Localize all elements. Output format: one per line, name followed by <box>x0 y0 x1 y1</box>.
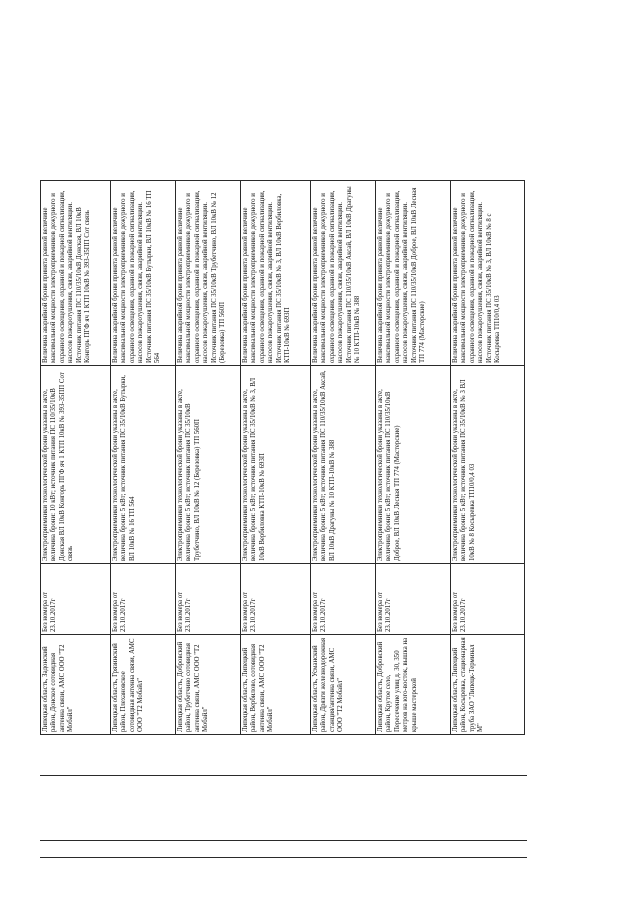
act-cell: Без номера от 23.10.2017г <box>41 564 110 634</box>
tech-reserve-cell: Электроприемники технологической брони указаны в акте, величина брони: 5 кВт; источник питания ПС 35/10кВ Трубетчино, ВЛ 10кВ № 12 (Березовка) ТП 560П <box>176 366 240 563</box>
act-cell: Без номера от 23.10.2017г <box>111 564 175 634</box>
tech-reserve-cell: Электроприемники технологической брони указаны в акте, величина брони: 5 кВт; источник питания ПС 35/10кВ № 3 ВЛ 10кВ № 8 Косыревка ТП10/0,4 03 <box>451 366 524 563</box>
location-cell: Липецкая область, Липецкий район, Вербилово, сотовидная антенна связи, АМС ООО "Т2 Мобайл" <box>241 635 310 734</box>
act-cell: Без номера от 23.10.2017г <box>311 564 375 634</box>
location-cell: Липецкая область, Добровский район, Крутое село, Пересечение улиц д. 30, 350 метров на юго-восток, вышка на крыше мастерской <box>376 635 450 734</box>
act-cell: Без номера от 23.10.2017г <box>241 564 310 634</box>
emergency-reserve-cell: Величина аварийной брони принята равной величине максимальной мощности электроприемников дежурного и охранного освещения, охранной и пожарной сигнализации, насосов пожаротушения, связи, аварийной вентиляции. Источник питания ПС 35/10кВ № 3, ВЛ 10кВ № 8 с Косыревка ТП10/0,4 03 <box>451 181 524 365</box>
location-cell: Липецкая область, Усманский район, Дрязги железнодорожная станция/антенна связи, АМС ООО "Т2 Мобайл" <box>311 635 375 734</box>
emergency-reserve-cell: Величина аварийной брони принята равной величине максимальной мощности электроприемников дежурного и охранного освещения, охранной и пожарной сигнализации, насосов пожаротушения, связи, аварийной вентиляции. Источник питания ПС 35/10кВ Бутырки, ВЛ 10кВ № 16 ТП 564 <box>111 181 175 365</box>
location-cell: Липецкая область, Грязинский район, Плехановское сотовидная антенна связи, АМС ООО "Т2 Мобайл" <box>111 635 175 734</box>
divider-line <box>40 775 527 776</box>
act-cell: Без номера от 23.10.2017г <box>176 564 240 634</box>
act-cell: Без номера от 23.10.2017г <box>376 564 450 634</box>
divider-line <box>40 857 527 858</box>
emergency-reserve-cell: Величина аварийной брони принята равной величине максимальной мощности электроприемников дежурного и охранного освещения, охранной и пожарной сигнализации, насосов пожаротушения, связи, аварийной вентиляции. Источник питания ПС 35/10кВ № 3, ВЛ 10кВ Вербиловка, КТП-10кВ № 693П <box>241 181 310 365</box>
location-cell: Липецкая область, Липецкий район, Косыревка, стационарная труба ЗАО "Липецк-Терминал М" <box>451 635 524 734</box>
act-cell: Без номера от 23.10.2017г <box>451 564 524 634</box>
emergency-reserve-cell: Величина аварийной брони принята равной величине максимальной мощности электроприемников дежурного и охранного освещения, охранной и пожарной сигнализации, насосов пожаротушения, связи, аварийной вентиляции. Источник питания ПС 110/35/10кВ Аксай, ВЛ 10кВ Драгуны № 10 КТП-10кВ № 388 <box>311 181 375 365</box>
tech-reserve-cell: Электроприемники технологической брони указаны в акте, величина брони: 5 кВт; источник питания ПС 110/35/10кВ Доброе, ВЛ 10кВ Лесная ТП 774 (Мастерские) <box>376 366 450 563</box>
tech-reserve-cell: Электроприемники технологической брони указаны в акте, величина брони: 5 кВт; источник питания ПС 35/10кВ Бутырки, ВЛ 10кВ № 16 ТП 564 <box>111 366 175 563</box>
tech-reserve-cell: Электроприемники технологической брони указаны в акте, величина брони: 5 кВт; источник питания ПС 35/10кВ № 3, ВЛ 10кВ Вербиловка КТП-10кВ № 693П <box>241 366 310 563</box>
emergency-reserve-cell: Величина аварийной брони принята равной величине максимальной мощности электроприемников дежурного и охранного освещения, охранной и пожарной сигнализации, насосов пожаротушения, связи, аварийной вентиляции. Источник питания ПС 110/35/10кВ Донская, ВЛ 10кВ Конгорь ПГФ яч 1 КТП 10кВ № 393-35ПП Сот связь <box>41 181 110 365</box>
emergency-reserve-cell: Величина аварийной брони принята равной величине максимальной мощности электроприемников дежурного и охранного освещения, охранной и пожарной сигнализации, насосов пожаротушения, связи, аварийной вентиляции. Источник питания ПС 35/10кВ Трубетчино, ВЛ 10кВ № 12 (Березовка) ТП 560П <box>176 181 240 365</box>
rotated-table-wrapper <box>40 180 525 735</box>
reserve-table <box>40 180 525 735</box>
tech-reserve-cell: Электроприемники технологической брони указаны в акте, величина брони: 5 кВт; источник питания ПС 110/35/10кВ Аксай, ВЛ 10кВ Драгуны № 10 КТП-10кВ № 388 <box>311 366 375 563</box>
tech-reserve-cell: Электроприемники технологической брони указаны в акте, величина брони: 10 кВт; источник питания ПС 110/35/10кВ Донская ВЛ 10кВ Конгорь ПГФ яч 1 КТП 10кВ № 393-35ПП Сот связь <box>41 366 110 563</box>
divider-line <box>40 840 527 841</box>
location-cell: Липецкая область, Добровский район, Трубетчино сотовидная антенна связи, АМС ООО "Т2 Мобайл" <box>176 635 240 734</box>
location-cell: Липецкая область, Задонский район, Донское сотовидная антенна связи, АМС ООО "Т2 Мобайл" <box>41 635 110 734</box>
emergency-reserve-cell: Величина аварийной брони принята равной величине максимальной мощности электроприемников дежурного и охранного освещения, охранной и пожарной сигнализации, насосов пожаротушения, связи, аварийной вентиляции. Источник питания ПС 110/35/10кВ Доброе, ВЛ 10кВ Лесная ТП 774 (Мастерские) <box>376 181 450 365</box>
